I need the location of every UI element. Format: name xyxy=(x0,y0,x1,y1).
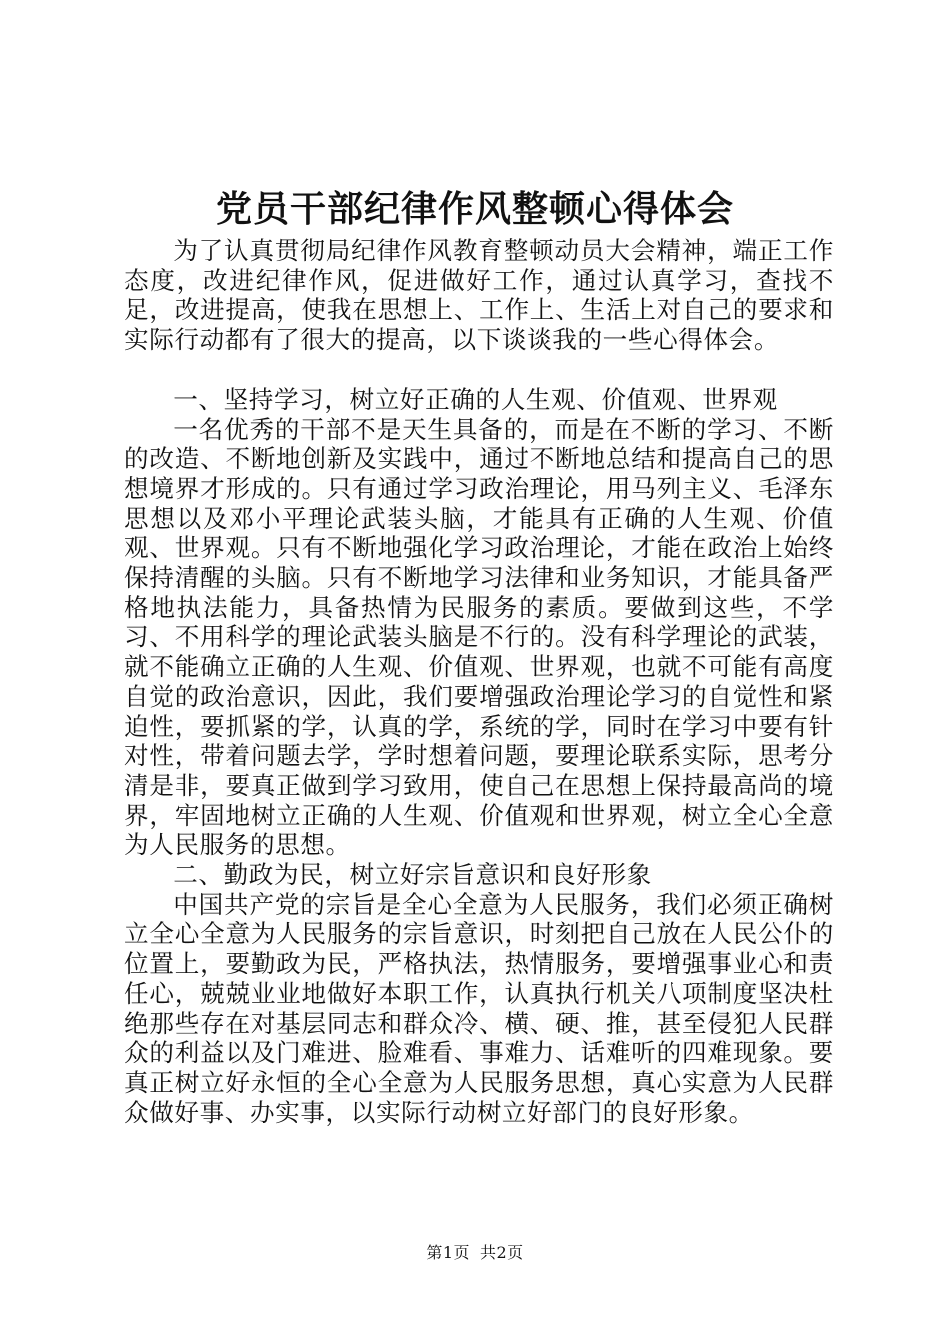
section-2-paragraph: 中国共产党的宗旨是全心全意为人民服务，我们必须正确树立全心全意为人民服务的宗旨意识，时刻把自己放在人民公仆的位置上，要勤政为民，严格执法，热情服务，要增强事业心和责任心，兢兢业业地做好本职工作，认真执行机关八项制度坚决杜绝那些存在对基层同志和群众冷、横、硬、推，甚至侵犯人民群众的利益以及门难进、脸难看、事难力、话难听的四难现象。要真正树立好永恒的全心全意为人民服务思想，真心实意为人民群众做好事、办实事，以实际行动树立好部门的良好形象。 xyxy=(124,889,834,1127)
current-page-indicator: 第1页 xyxy=(426,1243,470,1262)
document-title: 党员干部纪律作风整顿心得体会 xyxy=(215,189,734,230)
total-pages-indicator: 共2页 xyxy=(480,1243,524,1262)
intro-paragraph: 为了认真贯彻局纪律作风教育整顿动员大会精神，端正工作态度，改进纪律作风，促进做好工作，通过认真学习，查找不足，改进提高，使我在思想上、工作上、生活上对自己的要求和实际行动都有了很大的提高，以下谈谈我的一些心得体会。 xyxy=(124,236,834,355)
page-footer xyxy=(0,1243,950,1263)
section-2-heading: 二、勤政为民，树立好宗旨意识和良好形象 xyxy=(173,860,652,890)
section-1-paragraph: 一名优秀的干部不是天生具备的，而是在不断的学习、不断的改造、不断地创新及实践中，通过不断地总结和提高自己的思想境界才形成的。只有通过学习政治理论，用马列主义、毛泽东思想以及邓小平理论武装头脑，才能具有正确的人生观、价值观、世界观。只有不断地强化学习政治理论，才能在政治上始终保持清醒的头脑。只有不断地学习法律和业务知识，才能具备严格地执法能力，具备热情为民服务的素质。要做到这些，不学习、不用科学的理论武装头脑是不行的。没有科学理论的武装，就不能确立正确的人生观、价值观、世界观，也就不可能有高度自觉的政治意识，因此，我们要增强政治理论学习的自觉性和紧迫性，要抓紧的学，认真的学，系统的学，同时在学习中要有针对性，带着问题去学，学时想着问题，要理论联系实际，思考分清是非，要真正做到学习致用，使自己在思想上保持最高尚的境界，牢固地树立正确的人生观、价值观和世界观，树立全心全意为人民服务的思想。 xyxy=(124,414,834,860)
document-body xyxy=(124,236,834,1127)
paragraph-spacer xyxy=(124,355,834,385)
section-1-heading: 一、坚持学习，树立好正确的人生观、价值观、世界观 xyxy=(173,384,778,414)
